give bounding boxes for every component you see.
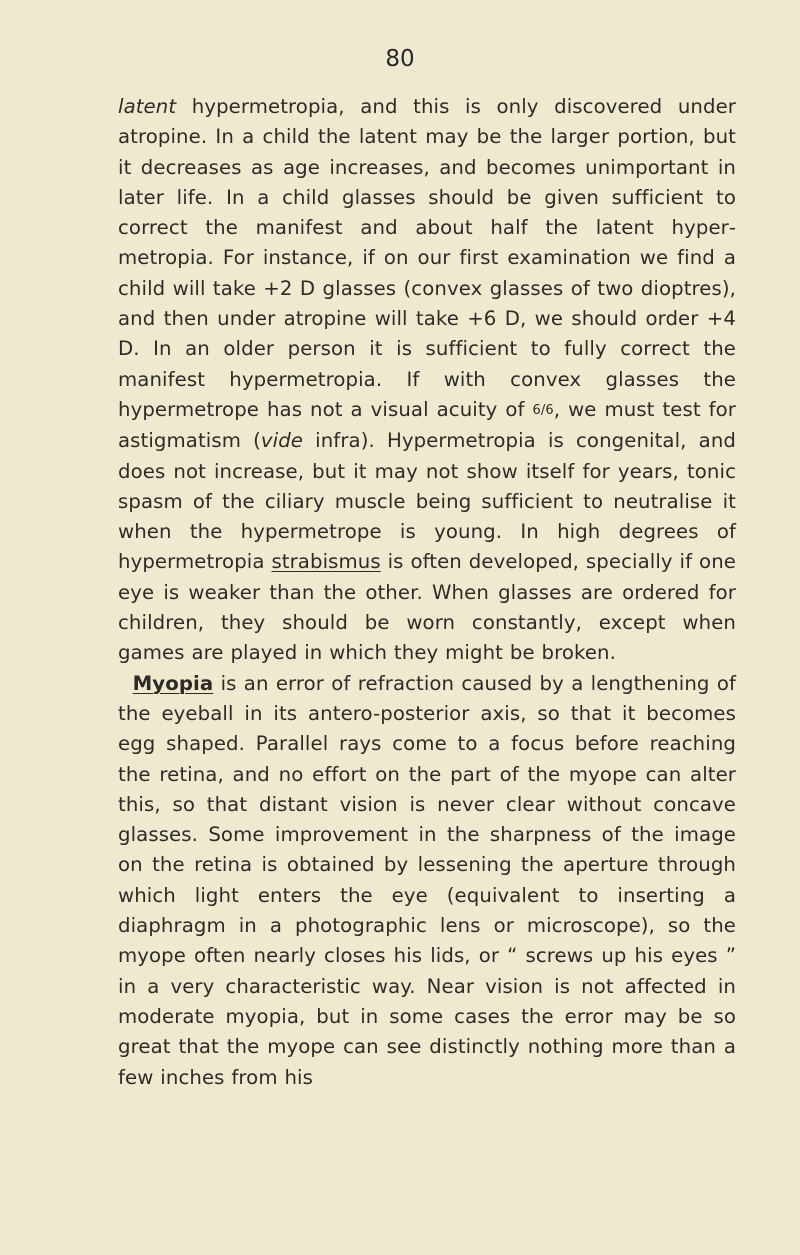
- fraction-acuity: 6/6: [532, 402, 554, 418]
- vide-italic: vide: [260, 429, 304, 453]
- paragraph-text-part: is an error of refraction caused by a lengthening of the eyeball in its antero-posterior axis, so that it becomes egg shaped. Parallel rays come to a focus before reaching the retina, and no effort on the part of the myope can alter this, so that distant vision is never clear without concave glasses. Some improvement in the sharpness of the image on the retina is obtained by lessening the aperture through which light enters the eye (equivalent to inserting a diaphragm in a photographic lens or microscope), so the myope often nearly closes his lids, or “ screws up his eyes ” in a very characteristic way. Near vision is not affected in moderate myopia, but in some cases the error may be so great that the myope can see distinctly nothing more than a few inches from his: [118, 671, 736, 1089]
- paragraph-text-part: hypermetropia, and this is only discovered under atropine. In a child the latent may be the larger portion, but it decreases as age increases, and becomes unimportant in later life. In a child glasses should be given sufficient to correct the manifest and about half the latent hypermetropia. For instance, if on our first examination we find a child will take +2 D glasses (convex glasses of two dioptres), and then under atropine will take +6 D, we should order +4 D. In an older person it is sufficient to fully correct the manifest hypermetropia. If with convex glasses the hypermetrope has not a visual acuity of: [118, 95, 736, 421]
- paragraph-hypermetropia: [118, 92, 736, 669]
- body-text: [118, 92, 736, 1093]
- lead-word-latent: latent: [118, 95, 177, 118]
- paragraph-text-part: infra). Hypermetropia is congenital, and does not increase, but it may not show itself for years, tonic spasm of the ciliary muscle being sufficient to neutralise it when the hypermetrope is young. In high degrees of hypermetropia: [118, 429, 736, 574]
- page-number: 80: [385, 46, 415, 72]
- paragraph-myopia: [118, 669, 736, 1093]
- paragraph-text-part: , we must test for astigmatism (: [118, 397, 736, 453]
- paragraph-text-part: is often developed, specially if one eye is weaker than the other. When glasses are ordered for children, they should be worn constantly, except when games are played in which they might be broken.: [118, 550, 736, 665]
- strabismus-term: strabismus: [271, 550, 381, 574]
- myopia-term: Myopia: [132, 671, 214, 695]
